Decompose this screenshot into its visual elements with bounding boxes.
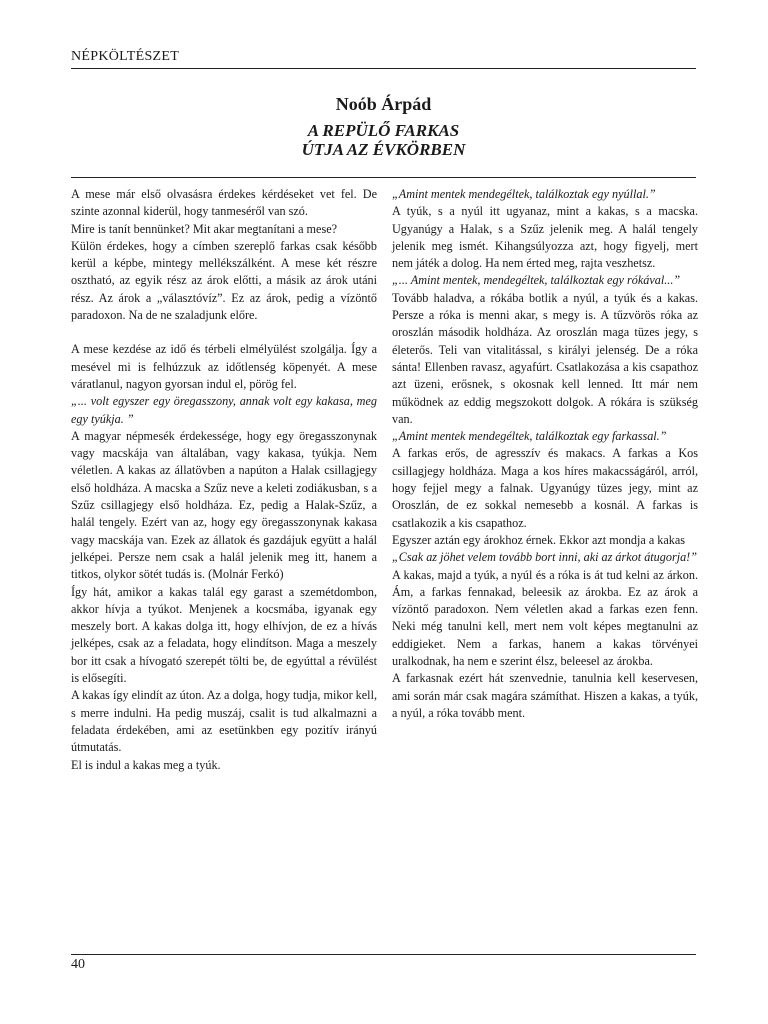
- article-title-line-1: A REPÜLŐ FARKAS: [307, 121, 460, 140]
- paragraph: El is indul a kakas meg a tyúk.: [71, 757, 221, 772]
- paragraph: A kakas, majd a tyúk, a nyúl és a róka is át tud kelni az árkon. Ám, a farkas fennakad, beleesik az árokba. Ez az árok a vízöntő paradoxon. Nem véletlen akad a farkas ezen fenn. Neki még tanulni kell, mert nem volt képes megtanulni az eddigieket. Nem a farkas, hanem a kakas törvényei uralkodnak, ha nem e szerint élsz, beleesel az árokba.: [392, 567, 698, 669]
- paragraph: Külön érdekes, hogy a címben szereplő farkas csak később kerül a képbe, mintegy mellékszálként. A mese két részre osztható, az egyik rész az árok előtti, a másik az árok utáni rész. Az árok a „választóvíz”. Ez az árok, pedig a vízöntő paradoxon. Na de ne szaladjunk előre.: [71, 238, 377, 323]
- article-author: Noób Árpád: [335, 94, 432, 114]
- paragraph: Egyszer aztán egy árokhoz érnek. Ekkor azt mondja a kakas: [392, 532, 686, 547]
- paragraph: A farkasnak ezért hát szenvednie, tanulnia kell keservesen, ami során már csak magára számíthat. Hiszen a kakas, a tyúk, a nyúl, a róka tovább ment.: [392, 671, 698, 720]
- header-rule: [71, 68, 696, 69]
- paragraph: A kakas így elindít az úton. Az a dolga, hogy tudja, mikor kell, s merre indulni. Ha pedig muszáj, csalit is tud alkalmazni a feladata érdekében, ami az esetünkben egy pozitív irányú útmutatás.: [71, 688, 377, 755]
- paragraph: A magyar népmesék érdekessége, hogy egy öregasszonynak vagy macskája van általában, vagy kakasa, tyúkja. Nem véletlen. A kakas az állatövben a napúton a Halak csillagjegy első holdháza. A macska a Szűz neve a keleti zodiákusban, s a Szűz csillagjegy első holdháza. Ez, pedig a Halak-Szűz, a halál tengely. Ezért van az, hogy egy öregasszonynak kakasa vagy macskája van. Ezek az állatok és gazdájuk együtt a halál jelképei. Persze nem csak a halál jelenik meg itt, hanem a titkos, olykor sötét tudás is. (Molnár Ferkó): [71, 428, 377, 582]
- quote-paragraph: „Amint mentek mendegéltek, találkoztak egy nyúllal.”: [392, 187, 656, 201]
- paragraph: Tovább haladva, a rókába botlik a nyúl, a tyúk és a kakas. Persze a róka is menni akar, s megy is. A tűzvörös róka az oroszlán második holdháza. Az oroszlán maga tüzes jegy, s életerős. Teli van vitalitással, s királyi jelenség. De a róka sánta! Ellenben ravasz, agyafúrt. Csatlakozása a kis csapathoz azt üzeni, erősnek, s okosnak kell lenned. Itt már nem működnek az eddig megszokott dolgok. A rókára is szükség van.: [392, 290, 698, 426]
- left-column: [71, 186, 377, 774]
- paragraph: Mire is tanít bennünket? Mit akar megtanítani a mese?: [71, 221, 338, 236]
- paragraph: A tyúk, s a nyúl itt ugyanaz, mint a kakas, s a macska. Ugyanúgy a Halak, s a Szűz jelenik meg. A halál tengely jelenik meg ismét. Kihangsúlyozza azt, hogy figyelj, mert nem játék a dolog. Ha nem érted meg, rajta veszhetsz.: [392, 204, 698, 271]
- footer-rule: [71, 954, 696, 955]
- quote-paragraph: „Csak az jöhet velem tovább bort inni, aki az árkot átugorja!”: [392, 550, 698, 565]
- quote-paragraph: „... Amint mentek, mendegéltek, találkoztak egy rókával...”: [392, 273, 681, 288]
- page-number: 40: [71, 957, 85, 972]
- paragraph: A farkas erős, de agresszív és makacs. A farkas a Kos csillagjegy holdháza. Maga a kos híres makacsságáról, arról, hogy fejjel megy a falnak. Ugyanúgy tüzes jegy, mint az Oroszlán, de ez sokkal nemesebb a kosnál. A farkas is csatlakozik a kis csapathoz.: [392, 446, 698, 530]
- quote-paragraph: „Amint mentek mendegéltek, találkoztak egy farkassal.”: [392, 429, 667, 444]
- article-title-line-2: ÚTJA AZ ÉVKÖRBEN: [301, 140, 466, 159]
- paragraph: Így hát, amikor a kakas talál egy garast a szemétdombon, akkor hívja a tyúkot. Menjenek a kocsmába, igyanak egy meszely bort. A kakas dolga itt, hogy elhívjon, de ez a hívás jelképes, csak az a feladata, hogy elindítson. Maga a meszely bor itt csak a hívogató szerepét tölti be, de egyúttal a révülést is elősegíti.: [71, 584, 377, 686]
- title-rule: [71, 177, 696, 178]
- quote-paragraph: „... volt egyszer egy öregasszony, annak volt egy kakasa, meg egy tyúkja. ”: [71, 394, 377, 426]
- right-column: [392, 186, 698, 722]
- running-head-section: NÉPKÖLTÉSZET: [71, 49, 180, 64]
- paragraph: A mese már első olvasásra érdekes kérdéseket vet fel. De szinte azonnal kiderül, hogy tanmeséről van szó.: [71, 187, 377, 219]
- article-heading: [71, 94, 696, 159]
- paragraph: A mese kezdése az idő és térbeli elmélyülést szolgálja. Így a mesével mi is felhúzzuk az időtlenség köpenyét. A mese váratlanul, nagyon gyorsan indul el, pörög fel.: [71, 342, 377, 391]
